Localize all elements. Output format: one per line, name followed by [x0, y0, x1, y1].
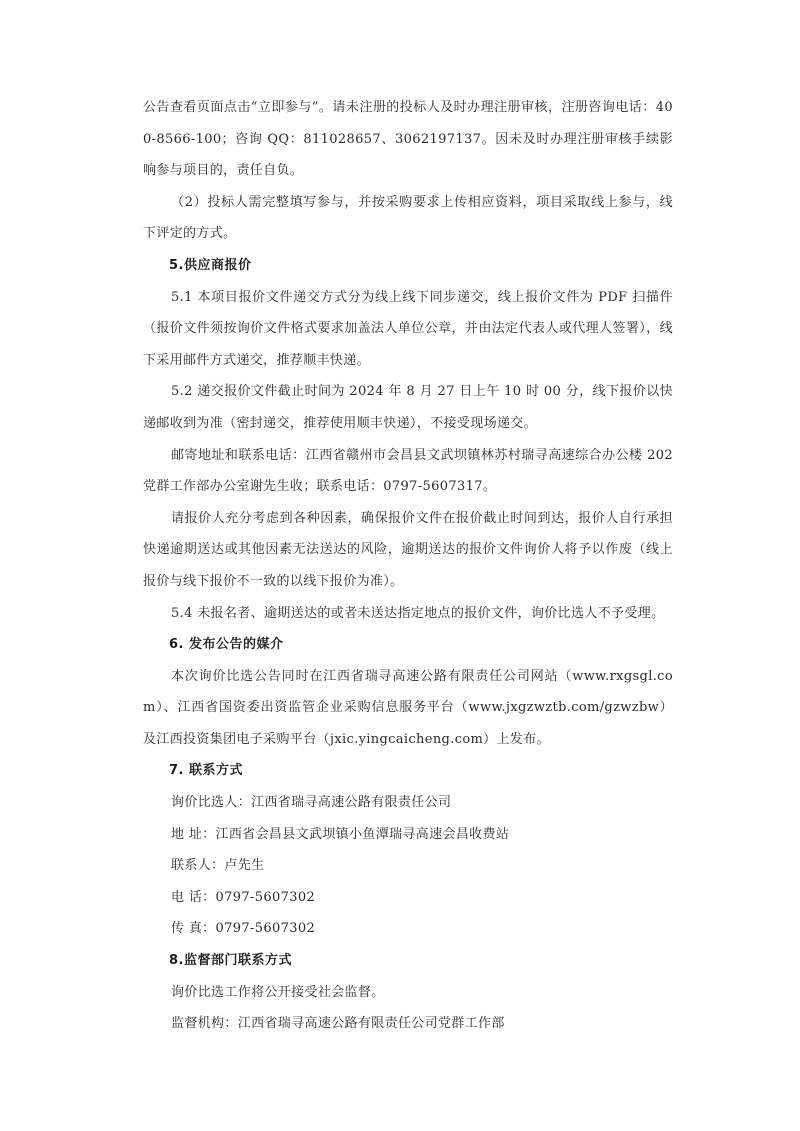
section-heading-media: 6. 发布公告的媒介: [169, 637, 284, 653]
section-heading-supervision: 8.监督部门联系方式: [169, 953, 292, 969]
contact-inquirer: 询价比选人：江西省瑞寻高速公路有限责任公司: [171, 795, 452, 811]
supervision-agency: 监督机构：江西省瑞寻高速公路有限责任公司党群工作部: [171, 1016, 505, 1032]
document-body: [143, 92, 673, 1040]
paragraph-delivery-risk: 请报价人充分考虑到各种因素，确保报价文件在报价截止时间到达，报价人自行承担快递逾期送达或其他因素无法送达的风险，逾期送达的报价文件询价人将予以作废（线上报价与线下报价不一致的以线下报价为准）。: [143, 510, 673, 589]
paragraph-5-2: 5.2 递交报价文件截止时间为 2024 年 8 月 27 日上午 10 时 00 分，线下报价以快递邮收到为准（密封递交，推荐使用顺丰快递），不接受现场递交。: [143, 384, 673, 431]
paragraph-mailing-address: 邮寄地址和联系电话：江西省赣州市会昌县文武坝镇林苏村瑞寻高速综合办公楼 202 党群工作部办公室谢先生收；联系电话：0797-5607317。: [143, 447, 673, 495]
paragraph-5-1: 5.1 本项目报价文件递交方式分为线上线下同步递交，线上报价文件为 PDF 扫描件（报价文件须按询价文件格式要求加盖法人单位公章，并由法定代表人或代理人签署），线下采用邮件方式递交，推荐顺丰快递。: [143, 289, 673, 368]
paragraph-registration-notice: 公告查看页面点击“立即参与”。请未注册的投标人及时办理注册审核，注册咨询电话：400-8566-100；咨询 QQ：811028657、3062197137。因未及时办理注册审核手续影响参与项目的，责任自负。: [143, 100, 673, 179]
paragraph-publication-channels: 本次询价比选公告同时在江西省瑞寻高速公路有限责任公司网站（www.rxgsgl.com）、江西省国资委出资监管企业采购信息服务平台（www.jxgzwztb.com/gzwzbw）及江西投资集团电子采购平台（jxic.yingcaicheng.com）上发布。: [143, 668, 673, 747]
section-heading-supplier-quote: 5.供应商报价: [169, 257, 252, 273]
paragraph-bidder-participation: （2）投标人需完整填写参与，并按采购要求上传相应资料，项目采取线上参与，线下评定的方式。: [143, 194, 673, 242]
contact-fax: 传 真：0797-5607302: [171, 921, 316, 937]
supervision-statement: 询价比选工作将公开接受社会监督。: [171, 984, 385, 1000]
section-heading-contact: 7. 联系方式: [169, 763, 244, 779]
contact-address: 地 址：江西省会昌县文武坝镇小鱼潭瑞寻高速会昌收费站: [171, 826, 510, 842]
contact-phone: 电 话：0797-5607302: [171, 889, 316, 905]
contact-person: 联系人：卢先生: [171, 858, 265, 874]
paragraph-5-4: 5.4 未报名者、逾期送达的或者未送达指定地点的报价文件，询价比选人不予受理。: [171, 605, 665, 621]
